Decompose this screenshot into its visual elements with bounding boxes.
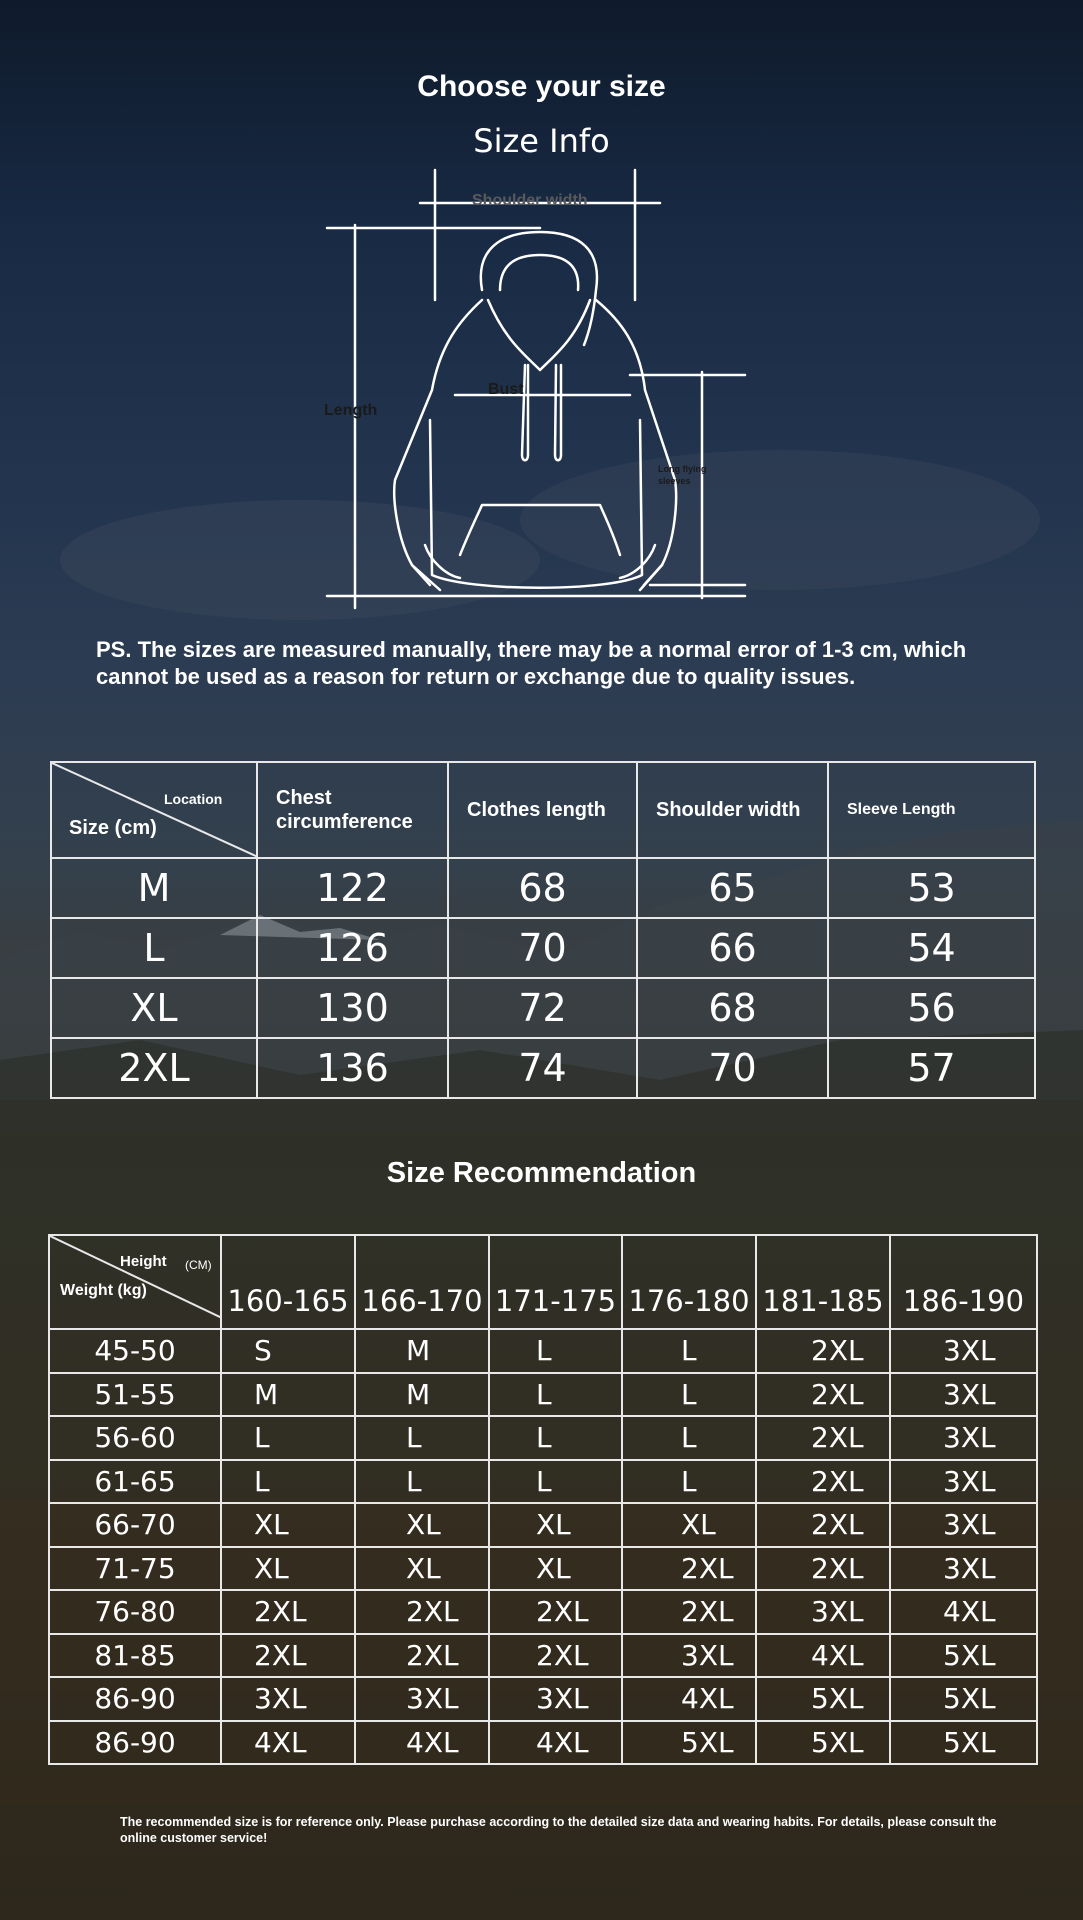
size-cell: L (221, 1460, 355, 1504)
size-cell: 3XL (756, 1590, 890, 1634)
weight-cell: 86-90 (49, 1677, 221, 1721)
table-row (49, 1416, 1037, 1460)
size-cell: S (221, 1329, 355, 1373)
weight-label: Weight (kg) (60, 1282, 147, 1299)
size-cell: 2XL (355, 1590, 489, 1634)
size-cell: 2XL (756, 1329, 890, 1373)
page-subtitle: Size Info (473, 122, 610, 160)
size-cell: L (622, 1329, 756, 1373)
size-cell: 2XL (756, 1460, 890, 1504)
value-cell: 70 (448, 918, 637, 978)
height-header: 160-165 (221, 1235, 355, 1329)
height-unit-label: (CM) (185, 1258, 212, 1272)
size-cell: L (489, 1460, 622, 1504)
value-cell: 74 (448, 1038, 637, 1098)
size-cell: L (489, 1373, 622, 1417)
size-cell: L (355, 1460, 489, 1504)
header-shoulder-width: Shoulder width (637, 762, 828, 858)
value-cell: 54 (828, 918, 1035, 978)
size-cell: L (622, 1373, 756, 1417)
size-cell: 2XL (355, 1634, 489, 1678)
size-cell: 4XL (756, 1634, 890, 1678)
size-cell: XL (355, 1503, 489, 1547)
weight-cell: 81-85 (49, 1634, 221, 1678)
size-cell: 2XL (622, 1547, 756, 1591)
size-cell: 3XL (890, 1373, 1037, 1417)
size-cell: 5XL (890, 1721, 1037, 1765)
size-cell: L (489, 1329, 622, 1373)
weight-cell: 66-70 (49, 1503, 221, 1547)
header-clothes-length: Clothes length (448, 762, 637, 858)
size-cell: 4XL (489, 1721, 622, 1765)
size-table-header (51, 762, 1035, 858)
recommendation-header (49, 1235, 1037, 1329)
size-cell: XL (221, 1547, 355, 1591)
value-cell: 122 (257, 858, 448, 918)
weight-cell: 76-80 (49, 1590, 221, 1634)
size-cell: 3XL (890, 1416, 1037, 1460)
size-cell: M (355, 1329, 489, 1373)
size-cell: L (221, 1416, 355, 1460)
diagonal-divider (52, 763, 258, 857)
table-row (51, 918, 1035, 978)
size-cell: XL (51, 978, 257, 1038)
size-cell: M (51, 858, 257, 918)
size-cell: 5XL (756, 1677, 890, 1721)
bust-label: Bust (488, 381, 524, 398)
table-row (49, 1547, 1037, 1591)
size-cell: 2XL (489, 1634, 622, 1678)
hoodie-icon (0, 0, 1083, 620)
value-cell: 70 (637, 1038, 828, 1098)
size-cell: 2XL (221, 1634, 355, 1678)
table-row (51, 1038, 1035, 1098)
value-cell: 68 (637, 978, 828, 1038)
height-header: 186-190 (890, 1235, 1037, 1329)
table-row (49, 1634, 1037, 1678)
sleeve-label: Long flying sleeves (658, 464, 707, 486)
table-row (49, 1460, 1037, 1504)
size-cell: 3XL (890, 1460, 1037, 1504)
size-cell: 3XL (890, 1503, 1037, 1547)
size-cell: 2XL (221, 1590, 355, 1634)
size-cell: 5XL (890, 1677, 1037, 1721)
table-row (49, 1590, 1037, 1634)
size-cell: 4XL (355, 1721, 489, 1765)
size-cell: XL (489, 1547, 622, 1591)
size-cell: L (51, 918, 257, 978)
size-cell: 3XL (890, 1329, 1037, 1373)
recommendation-table (48, 1234, 1038, 1765)
table-row (51, 858, 1035, 918)
size-cell: L (622, 1460, 756, 1504)
size-cell: 2XL (756, 1373, 890, 1417)
height-label: Height (120, 1253, 167, 1270)
value-cell: 68 (448, 858, 637, 918)
size-table (50, 761, 1036, 1099)
length-label: Length (324, 402, 378, 419)
size-cell: 5XL (890, 1634, 1037, 1678)
weight-cell: 71-75 (49, 1547, 221, 1591)
size-cell: 4XL (221, 1721, 355, 1765)
shoulder-width-label: Shoulder width (472, 192, 588, 209)
value-cell: 126 (257, 918, 448, 978)
value-cell: 130 (257, 978, 448, 1038)
value-cell: 65 (637, 858, 828, 918)
measurement-note: PS. The sizes are measured manually, there may be a normal error of 1-3 cm, which cannot be used as a reason for return or exchange due to quality issues. (96, 637, 967, 689)
table-row (49, 1721, 1037, 1765)
size-cell: 3XL (890, 1547, 1037, 1591)
height-header: 181-185 (756, 1235, 890, 1329)
value-cell: 136 (257, 1038, 448, 1098)
value-cell: 56 (828, 978, 1035, 1038)
table-row (51, 978, 1035, 1038)
size-cell: 2XL (756, 1547, 890, 1591)
header-chest: Chest circumference (257, 762, 448, 858)
table-row (49, 1373, 1037, 1417)
footer-disclaimer: The recommended size is for reference only. Please purchase according to the detailed size data and wearing habits. For details, please consult the online customer service! (120, 1815, 997, 1845)
weight-cell: 51-55 (49, 1373, 221, 1417)
size-cell: XL (622, 1503, 756, 1547)
table-row (49, 1503, 1037, 1547)
size-cell: 2XL (51, 1038, 257, 1098)
size-cell: XL (221, 1503, 355, 1547)
value-cell: 72 (448, 978, 637, 1038)
size-cell: 5XL (756, 1721, 890, 1765)
size-cell: 3XL (622, 1634, 756, 1678)
height-header: 176-180 (622, 1235, 756, 1329)
size-cell: XL (355, 1547, 489, 1591)
size-cell: 4XL (890, 1590, 1037, 1634)
value-cell: 66 (637, 918, 828, 978)
size-cell: 2XL (756, 1416, 890, 1460)
header-sleeve-length: Sleeve Length (828, 762, 1035, 858)
diagonal-divider (50, 1236, 222, 1318)
value-cell: 53 (828, 858, 1035, 918)
size-cell: L (489, 1416, 622, 1460)
recommendation-title: Size Recommendation (386, 1157, 697, 1189)
height-header: 171-175 (489, 1235, 622, 1329)
value-cell: 57 (828, 1038, 1035, 1098)
page-title: Choose your size (417, 70, 666, 103)
size-cell: 3XL (221, 1677, 355, 1721)
size-cell: L (622, 1416, 756, 1460)
size-unit-label: Size (cm) (69, 817, 157, 839)
size-cell: L (355, 1416, 489, 1460)
size-cell: 3XL (355, 1677, 489, 1721)
recommendation-corner (49, 1235, 221, 1329)
weight-cell: 56-60 (49, 1416, 221, 1460)
size-cell: 3XL (489, 1677, 622, 1721)
location-label: Location (164, 791, 223, 807)
weight-cell: 86-90 (49, 1721, 221, 1765)
size-cell: M (355, 1373, 489, 1417)
size-cell: 4XL (622, 1677, 756, 1721)
size-cell: 2XL (622, 1590, 756, 1634)
size-cell: 5XL (622, 1721, 756, 1765)
height-header: 166-170 (355, 1235, 489, 1329)
size-table-corner (51, 762, 257, 858)
size-cell: 2XL (489, 1590, 622, 1634)
size-cell: M (221, 1373, 355, 1417)
size-cell: XL (489, 1503, 622, 1547)
table-row (49, 1677, 1037, 1721)
table-row (49, 1329, 1037, 1373)
weight-cell: 45-50 (49, 1329, 221, 1373)
size-cell: 2XL (756, 1503, 890, 1547)
weight-cell: 61-65 (49, 1460, 221, 1504)
